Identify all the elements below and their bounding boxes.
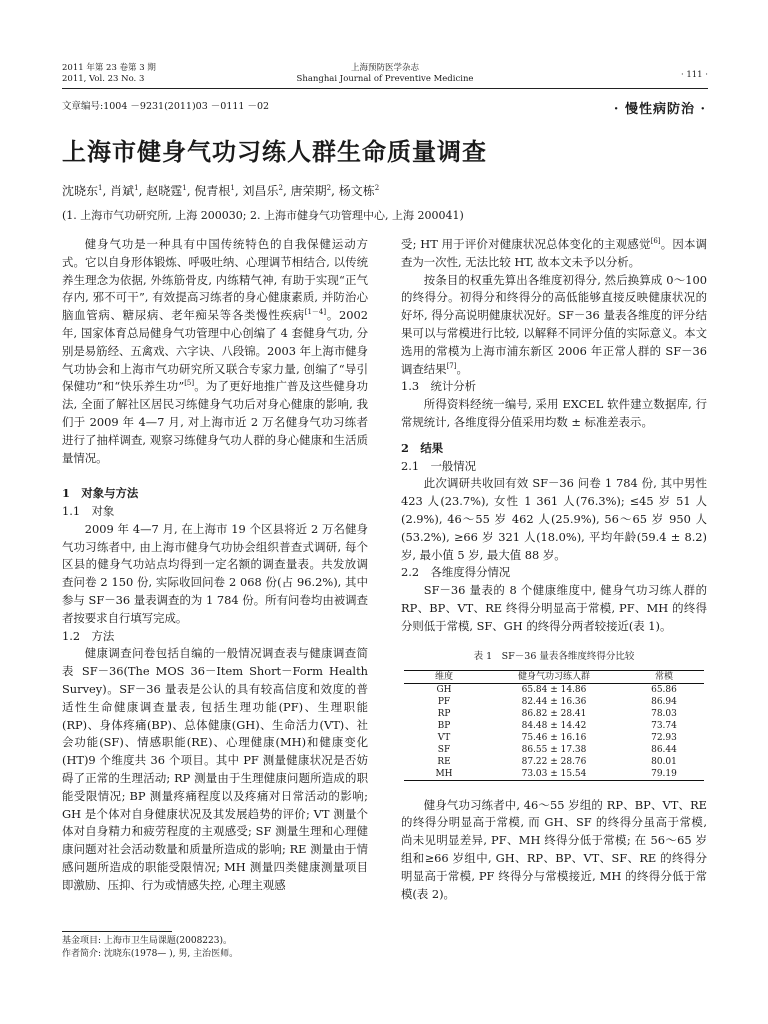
heading-general: 2.1 一般情况 xyxy=(401,458,477,473)
affiliations: (1. 上海市气功研究所, 上海 200030; 2. 上海市健身气功管理中心, 上海 200041) xyxy=(62,209,464,222)
table-row: GH 65.84 ± 14.86 65.86 xyxy=(436,684,677,695)
author: 沈晓东$^1$ xyxy=(62,184,103,198)
table-caption: 表 1 SF－36 量表各维度终得分比较 xyxy=(473,650,635,662)
author: 刘昌乐$^2$ xyxy=(242,184,283,198)
footnote-rule xyxy=(62,931,172,932)
table-header-cell: 健身气功习练人群 xyxy=(517,671,590,682)
table-header-cell: 维度 xyxy=(434,671,453,682)
fund-note: 基金项目: 上海市卫生局课题(2008223)。 xyxy=(62,936,232,946)
table-row: VT 75.46 ± 16.16 72.93 xyxy=(437,732,677,743)
table-header-cell: 常模 xyxy=(654,671,673,682)
dimensions-paragraph: SF－36 量表的 8 个健康维度中, 健身气功习练人群的 RP、BP、VT、RE 终得分明显高于常模, PF、MH 的终得分则低于常模, SF、GH 的终得分两者较接近(表 1)。 xyxy=(401,583,707,633)
scoring-paragraph: 按条目的权重先算出各维度初得分, 然后换算成 0～100 的终得分。初得分和终得分的高低能够直接反映健康状况的好坏, 得分高说明健康状况好。SF－36 量表各维度的评分结果可以与常模进行比较, 以解释不同评分值的实际意义。本文选用的常模为上海市浦东新区 2006 年正常人群的 SF－36 调查结果[7]。 xyxy=(401,272,707,376)
heading-dimensions: 2.2 各维度得分情况 xyxy=(401,565,511,580)
author: 肖斌$^1$ xyxy=(110,184,139,198)
footnotes xyxy=(62,935,368,961)
heading-results: 2 结果 xyxy=(401,440,444,455)
heading-subjects: 1.1 对象 xyxy=(62,503,115,518)
journal-name xyxy=(260,63,510,85)
author: 倪青根$^1$ xyxy=(194,184,235,198)
section-label: · 慢性病防治 · xyxy=(613,102,706,117)
table-header-row xyxy=(404,670,704,683)
journal-name-en: Shanghai Journal of Preventive Medicine xyxy=(296,74,474,84)
author: 唐荣期$^2$ xyxy=(290,184,332,198)
journal-name-cn: 上海预防医学杂志 xyxy=(350,63,419,73)
journal-issue-cn: 2011 年第 23 卷第 3 期 xyxy=(62,63,156,73)
author: 杨文栋$^2$ xyxy=(338,184,380,198)
journal-issue xyxy=(62,63,156,85)
heading-method: 1.2 方法 xyxy=(62,628,115,643)
heading-statistics: 1.3 统计分析 xyxy=(401,379,477,394)
table-row: RP 86.82 ± 28.41 78.03 xyxy=(437,708,677,719)
author: 赵晓霆$^1$ xyxy=(146,184,187,198)
age-group-paragraph: 健身气功习练者中, 46～55 岁组的 RP、BP、VT、RE 的终得分明显高于常模, 而 GH、SF 的终得分虽高于常模, 尚未见明显差异, PF、MH 终得分低于常模; 在 56～65 岁组和≥66 岁组中, GH、RP、BP、VT、SF、RE 的终得分明显高于常模, PF 终得分与常模接近, MH 的终得分低于常模(表 2)。 xyxy=(401,797,707,901)
table-row: SF 86.55 ± 17.38 86.44 xyxy=(437,744,677,755)
author-note: 作者简介: 沈晓东(1978— ), 男, 主治医师。 xyxy=(62,949,239,959)
heading-methods: 1 对象与方法 xyxy=(62,486,139,501)
table-row: MH 73.03 ± 15.54 79.19 xyxy=(404,768,704,781)
right-column xyxy=(401,236,707,903)
page-number: · 111 · xyxy=(680,70,708,80)
subjects-paragraph: 2009 年 4—7 月, 在上海市 19 个区县将近 2 万名健身气功习练者中, 由上海市健身气功协会组织普查式调研, 每个区县的健身气功站点均得到一定名额的调查量表。共发放调查问卷 2 150 份, 实际收回问卷 2 068 份(占 96.2%), 其中参与 SF－36 量表调查的为 1 784 份。所有问卷均由被调查者按要求自行填写完成。 xyxy=(62,521,368,625)
intro-paragraph: 健身气功是一种具有中国传统特色的自我保健运动方式。它以自身形体锻炼、呼吸吐纳、心理调节相结合, 以传统养生理念为依据, 外练筋骨皮, 内练精气神, 有助于实现“正气存内, 邪不可干”, 有效提高习练者的身心健康素质, 并防治心脑血管病、糖尿病、老年痴呆等各类慢性疾病[1－4]。2002 年, 国家体育总局健身气功管理中心创编了 4 套健身气功, 分别是易筋经、五禽戏、六字诀、八段锦。2003 年上海市健身气功协会和上海市气功研究所又联合专家力量, 创编了“导引保健功”和“快乐养生功”[5]。为了更好地推广普及这些健身功法, 全面了解社区居民习练健身气功后对身心健康的影响, 我们于 2009 年 4—7 月, 对上海市近 2 万名健身气功习练者进行了抽样调查, 观察习练健身气功人群的身心健康和生活质量情况。 xyxy=(62,237,368,465)
header-rule xyxy=(62,88,708,89)
method-paragraph: 健康调查问卷包括自编的一般情况调查表与健康调查简表 SF－36(The MOS 36－Item Short－Form Health Survey)。SF－36 量表是公认的具有较高信度和效度的普适性生命健康调查量表, 包括生理功能(PF)、生理职能(RP)、身体疼痛(BP)、总体健康(GH)、生命活力(VT)、社会功能(SF)、情感职能(RE)、心理健康(MH)和健康变化(HT)9 个维度共 36 个项目。其中 PF 测量健康状况是否妨碍了正常的生理活动; RP 测量由于生理健康问题所造成的职能受限情况; BP 测量疼痛程度以及疼痛对日常活动的影响; GH 是个体对自身健康状况及其发展趋势的评价; VT 测量个体对自身精力和疲劳程度的主观感受; SF 测量生理和心理健康问题对社会活动数量和质量所造成的影响; RE 测量由于情感问题所造成的职能受限情况; MH 测量四类健康测量项目即激励、压抑、行为或情感失控, 心理主观感 xyxy=(62,646,368,892)
journal-issue-en: 2011, Vol. 23 No. 3 xyxy=(62,74,145,84)
general-paragraph: 此次调研共收回有效 SF－36 问卷 1 784 份, 其中男性 423 人(23.7%), 女性 1 361 人(76.3%); ≤45 岁 51 人(2.9%), 46～55 岁 462 人(25.9%), 56～65 岁 950 人(53.2%), ≥66 岁 321 人(18.0%), 平均年龄(59.4 ± 8.2)岁, 最小值 5 岁, 最大值 88 岁。 xyxy=(401,476,707,562)
author-list: 沈晓东$^1$, 肖斌$^1$, 赵晓霆$^1$, 倪青根$^1$, 刘昌乐$^2$, 唐荣期$^2$, 杨文栋$^2$ xyxy=(62,184,380,198)
page-title: 上海市健身气功习练人群生命质量调查 xyxy=(62,137,487,166)
continued-paragraph: 受; HT 用于评价对健康状况总体变化的主观感觉[6]。因本调查为一次性, 无法比较 HT, 故本文未予以分析。 xyxy=(401,237,707,269)
score-table xyxy=(404,670,704,781)
statistics-paragraph: 所得资料经统一编号, 采用 EXCEL 软件建立数据库, 行常规统计, 各维度得分值采用均数 ± 标准差表示。 xyxy=(401,397,707,429)
table-row: RE 87.22 ± 28.76 80.01 xyxy=(437,756,677,767)
table-row: PF 82.44 ± 16.36 86.94 xyxy=(437,696,677,707)
article-number: 文章编号:1004 －9231(2011)03 －0111 －02 xyxy=(62,101,270,112)
left-column xyxy=(62,236,368,894)
table-row: BP 84.48 ± 14.42 73.74 xyxy=(437,720,677,731)
